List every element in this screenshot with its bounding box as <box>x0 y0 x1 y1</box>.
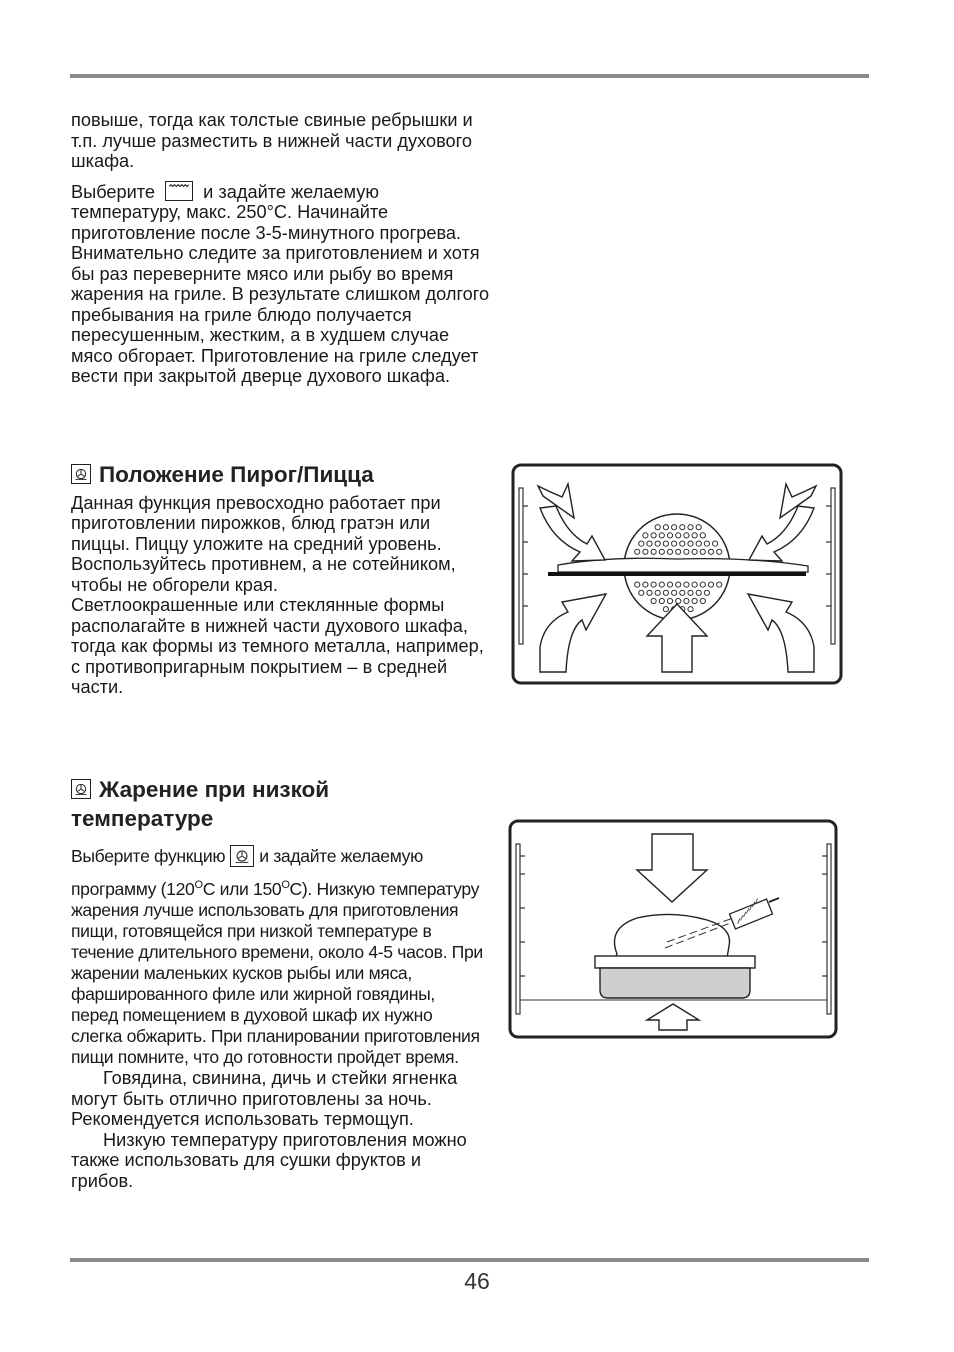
section-lowtemp <box>71 776 486 1191</box>
lowtemp-oven-diagram <box>507 818 840 1041</box>
section-lowtemp-title-line2: температуре <box>71 805 214 831</box>
roasting-dish-rim <box>595 956 755 968</box>
section-pizza-paragraph-2: Светлоокрашенные или стеклянные формы располагайте в нижней части духового шкафа, тогда как формы из темного металла, например, с противопригарным покрытием – в средней части. <box>71 595 484 697</box>
page-number: 46 <box>464 1268 490 1294</box>
section-lowtemp-paragraph-3: Низкую температуру приготовления можно также использовать для сушки фруктов и грибов. <box>71 1129 467 1191</box>
intro-block <box>71 110 491 387</box>
section-lowtemp-paragraph-2: Говядина, свинина, дичь и стейки ягненка могут быть отлично приготовлены за ночь. Рекомендуется использовать термощуп. <box>71 1068 458 1129</box>
bottom-rule <box>70 1258 869 1262</box>
top-rule <box>70 74 869 78</box>
lowtemp-program-a: программу (120 <box>71 879 195 899</box>
lowtemp-select-text: Выберите функцию <box>71 846 226 866</box>
intro-grill-text: и задайте желаемую температуру, макс. 250°С. Начинайте приготовление после 3-5-минутного прогрева. Внимательно следите за приготовлением и хотя бы раз переверните мясо или рыбу во время жарения на гриле. В результате слишком долгого пребывания на гриле блюдо получается пересушенным, жестким, а в худшем случае мясо обгорает. Приготовление на гриле следует вести при закрытой дверце духового шкафа. <box>71 181 490 386</box>
pizza-oven-diagram <box>510 462 844 687</box>
intro-paragraph-1: повыше, тогда как толстые свиные ребрышки и т.п. лучше разместить в нижней части духового шкафа. <box>71 110 473 171</box>
degree-mark-2: O <box>281 879 290 891</box>
fan-heater-icon <box>71 464 91 484</box>
baking-tray <box>548 572 806 576</box>
intro-paragraph-2 <box>71 181 491 387</box>
roasting-dish <box>600 968 750 998</box>
lowtemp-program-c: C). Низкую температуру жарения лучше использовать для приготовления пищи, готовящейся при низкой температуре в течение длительного времени, около 4-5 часов. При жарении маленьких кусков рыбы или мяса, фаршированного филе или жирной говядины, перед помещением в духовой шкаф их нужно слегка обжарить. При планировании приготовления пищи помните, что до готовности пройдет время. <box>71 879 483 1067</box>
section-pizza-paragraph-1: Данная функция превосходно работает при приготовлении пирожков, блюд гратэн или пиццы. Пиццу уложите на средний уровень. Воспользуйтесь противнем, а не сотейником, чтобы не обгорели края. <box>71 492 456 595</box>
degree-mark-1: O <box>194 879 203 891</box>
section-lowtemp-heading <box>71 776 486 833</box>
lowtemp-program-b: C или 150 <box>202 879 282 899</box>
section-pizza-title: Положение Пирог/Пицца <box>99 462 374 487</box>
grill-icon <box>165 181 193 201</box>
fan-heater-icon <box>230 845 254 867</box>
section-lowtemp-paragraph-1 <box>71 845 486 1068</box>
fan-heater-icon <box>71 779 91 799</box>
intro-select-text: Выберите <box>71 181 156 202</box>
lowtemp-select-after: и задайте желаемую <box>259 846 423 866</box>
section-pizza <box>71 461 491 698</box>
section-pizza-heading <box>71 461 491 490</box>
section-lowtemp-title-line1: Жарение при низкой <box>99 777 330 802</box>
